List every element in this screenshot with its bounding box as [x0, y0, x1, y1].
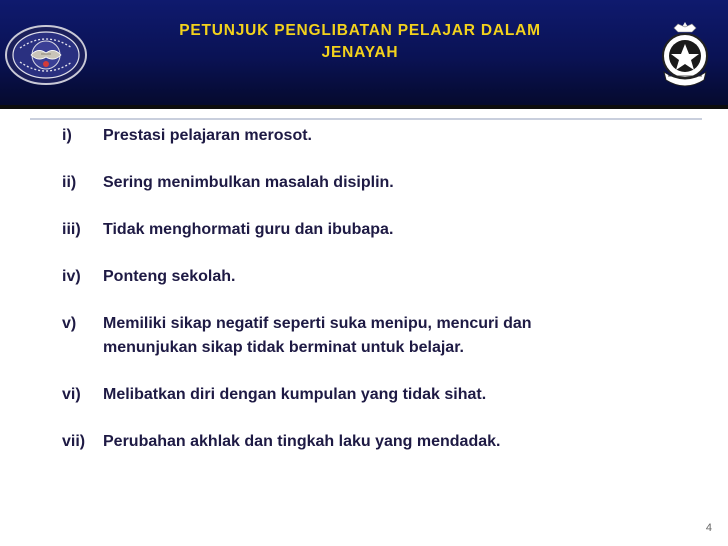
list-item — [62, 218, 682, 242]
list-item-number: vi) — [62, 386, 81, 403]
header-divider — [30, 118, 702, 120]
handshake-emblem-icon — [4, 24, 88, 86]
list-item-text: Prestasi pelajaran merosot. — [103, 127, 312, 144]
list-item — [62, 383, 682, 407]
list-item — [62, 430, 682, 454]
slide-title — [120, 20, 600, 64]
list-item-text — [103, 312, 682, 360]
header-banner — [0, 0, 728, 109]
list-item — [62, 265, 682, 289]
list-item-text-line1: Memiliki sikap negatif seperti suka menipu, mencuri dan — [103, 315, 532, 332]
list-item-text: Ponteng sekolah. — [103, 268, 236, 285]
indicator-list — [62, 124, 682, 477]
list-item — [62, 171, 682, 195]
list-item-number: iii) — [62, 221, 81, 238]
list-item-number: vii) — [62, 433, 86, 450]
slide-title-line2: JENAYAH — [321, 44, 399, 61]
list-item-text: Perubahan akhlak dan tingkah laku yang mendadak. — [103, 433, 501, 450]
list-item-number: ii) — [62, 174, 77, 191]
list-item-number: v) — [62, 315, 77, 332]
list-item-text: Sering menimbulkan masalah disiplin. — [103, 174, 394, 191]
list-item-text: Melibatkan diri dengan kumpulan yang tidak sihat. — [103, 386, 487, 403]
page-number: 4 — [705, 522, 712, 534]
list-item — [62, 124, 682, 148]
police-crest-icon — [654, 16, 716, 94]
list-item-number: i) — [62, 127, 72, 144]
list-item — [62, 312, 682, 360]
list-item-text-line2: menunjukan sikap tidak berminat untuk belajar. — [103, 339, 464, 356]
list-item-text: Tidak menghormati guru dan ibubapa. — [103, 221, 394, 238]
list-item-number: iv) — [62, 268, 81, 285]
slide-title-line1: PETUNJUK PENGLIBATAN PELAJAR DALAM — [179, 22, 541, 39]
